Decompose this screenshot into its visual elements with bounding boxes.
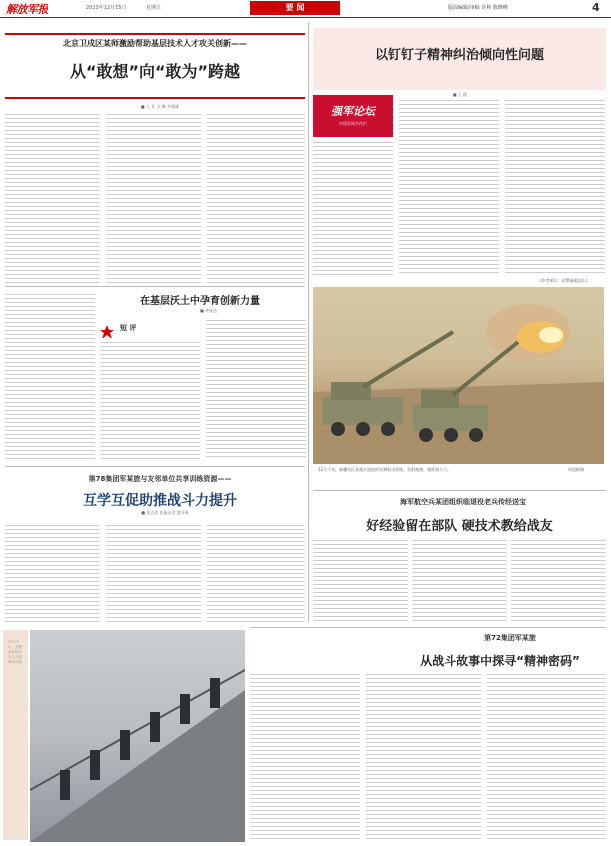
innovation-title[interactable]: 在基层沃土中孕育创新力量 <box>140 296 260 307</box>
training-body-col-3 <box>207 523 305 623</box>
photo-credit: 周祖栋摄 <box>568 467 584 472</box>
training-title[interactable]: 互学互促助推战斗力提升 <box>83 493 237 509</box>
story-title[interactable]: 从战斗故事中探寻“精神密码” <box>420 654 580 668</box>
innovation-author: ■ 李星达 <box>200 308 218 313</box>
story-body-col-3 <box>487 672 606 842</box>
artillery-photo[interactable] <box>313 287 604 464</box>
forum-title: 强军论坛 <box>331 105 375 118</box>
training-byline: ■ 张志武 张振山君 梁开燕 <box>141 510 189 515</box>
divider <box>313 490 606 491</box>
story-body-col-1 <box>250 672 360 842</box>
commentary-author: ■ 王 鸥 <box>452 92 468 97</box>
veterans-body-col-3 <box>511 538 606 623</box>
newspaper-logo: 解放军报 <box>6 3 48 16</box>
commentary-body-col-2 <box>399 98 499 275</box>
climbing-photo[interactable] <box>30 630 245 842</box>
short-review-label: 短 评 <box>120 324 137 332</box>
veterans-title[interactable]: 好经验留在部队 硬技术教给战友 <box>366 519 553 534</box>
lead-body-col-2 <box>106 112 201 284</box>
lead-byline: ■ 王 亚 关 峰 尹震雄 <box>140 104 180 109</box>
issue-date: 2023年12月15日 <box>86 5 127 11</box>
training-body-col-2 <box>106 523 201 623</box>
photo-caption: 12月下旬，新疆军区某炮兵旅组织实弹射击训练，发射炮弹，锤炼战斗力。 <box>318 467 452 472</box>
forum-subtitle: 中国军网共作栏 <box>339 121 367 126</box>
training-subtitle: 第78集团军某旅与友邻单位共享训练资源—— <box>88 475 232 483</box>
commentary-body-col-1 <box>313 140 393 275</box>
commentary-title[interactable]: 以钉钉子精神纠治倾向性问题 <box>374 48 544 63</box>
editor-info: 版面编辑/审稿 许林 陈晓峰 <box>448 5 508 11</box>
lead-subtitle: 北京卫戍区某师激励帮助基层技术人才攻关创新—— <box>63 39 247 48</box>
innovation-body-col-2 <box>206 318 306 460</box>
veterans-body-col-2 <box>412 538 507 623</box>
training-body-col-1 <box>5 523 100 623</box>
masthead <box>0 0 611 17</box>
divider <box>5 466 305 467</box>
page-number: 4 <box>592 1 600 14</box>
innovation-body-col-1 <box>100 340 200 460</box>
veterans-body-col-1 <box>313 538 408 623</box>
story-body-col-2 <box>366 672 481 842</box>
divider <box>5 286 305 287</box>
lead-continued-col <box>5 292 95 460</box>
veterans-subtitle: 海军航空兵某团组织临退役老兵传经送宝 <box>400 498 526 506</box>
lead-body-col-3 <box>207 112 305 284</box>
lead-title[interactable]: 从“敢想”向“敢为”跨越 <box>69 62 241 81</box>
issue-weekday: 星期五 <box>146 5 162 11</box>
artillery-illustration <box>313 287 604 464</box>
commentary-signature: (作者单位：武警福建总队) <box>540 278 588 283</box>
forum-logo <box>313 95 393 137</box>
section-title: 要 闻 <box>250 1 340 15</box>
star-icon <box>100 324 114 338</box>
lead-body-col-1 <box>5 112 100 284</box>
column-divider <box>308 22 309 622</box>
commentary-body-col-3 <box>505 98 605 275</box>
climbing-illustration <box>30 630 245 842</box>
divider <box>250 627 606 628</box>
story-subtitle: 第72集团军某旅 <box>484 634 536 642</box>
header-rule <box>0 17 611 18</box>
sidebar-caption: 12月中旬，武警某部组织官兵开展攀登训练 <box>8 640 22 664</box>
